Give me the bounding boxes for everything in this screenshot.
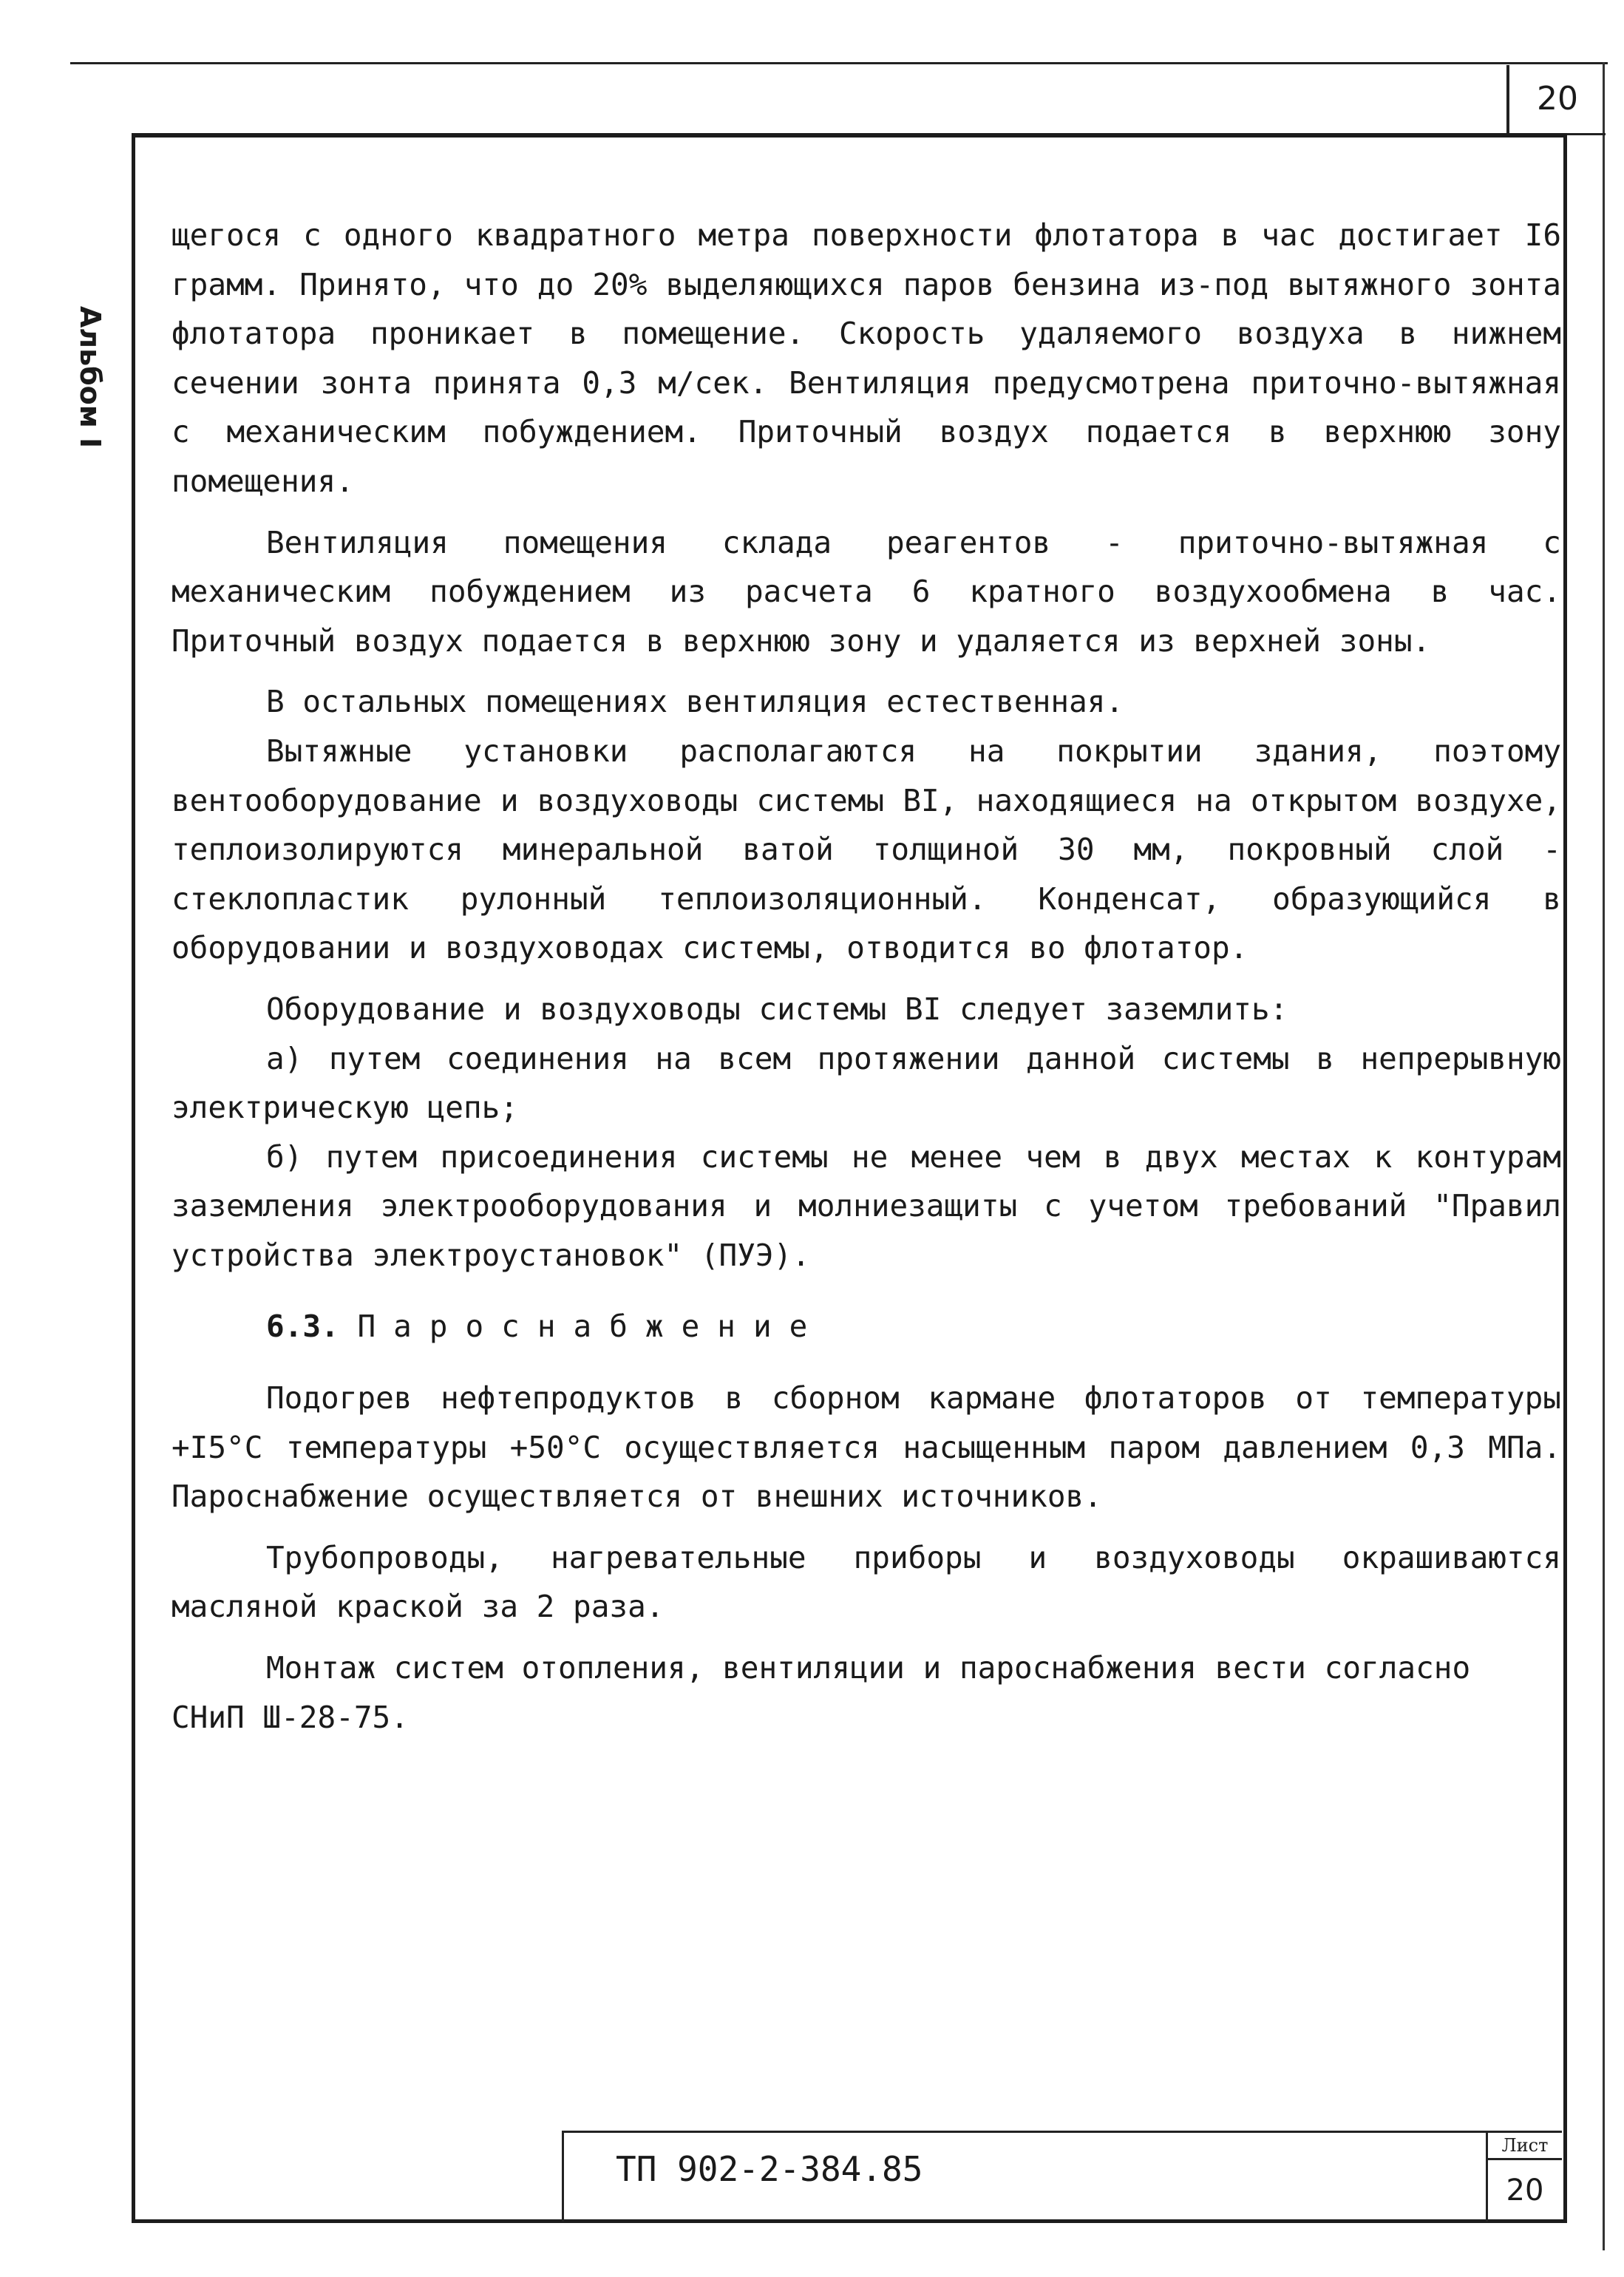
paragraph-8: Подогрев нефтепродуктов в сборном кармане флотаторов от температуры +I5°С температуры +50°С осуществляется насыщенным паром давлением 0,3 МПа. Пароснабжение осуществляется от внешних источников. <box>171 1380 1561 1515</box>
sheet-cell <box>1486 2133 1562 2222</box>
paragraph-3: В остальных помещениях вентиляция естественная. <box>266 684 1124 720</box>
top-rule <box>70 62 1608 64</box>
document-code: ТП 902-2-384.85 <box>616 2149 923 2189</box>
title-block-stamp <box>562 2131 1562 2222</box>
paragraph-10: Монтаж систем отопления, вентиляции и пароснабжения вести согласно СНиП Ш-28-75. <box>171 1650 1471 1735</box>
paragraph-2: Вентиляция помещения склада реагентов - приточно-вытяжная с механическим побуждением из расчета 6 кратного воздухообмена в час. Приточный воздух подается в верхнюю зону и удаляется из верхней зоны. <box>171 524 1561 659</box>
paragraph-1: щегося с одного квадратного метра поверхности флотатора в час достигает I6 грамм. Принято, что до 20% выделяющихся паров бензина из-под вытяжного зонта флотатора проникает в помещение. Скорость удаляемого воздуха в нижнем сечении зонта принята 0,3 м/сек. Вентиляция предусмотрена приточно-вытяжная с механическим побуждением. Приточный воздух подается в верхнюю зону помещения. <box>171 217 1561 499</box>
paragraph-9: Трубопроводы, нагревательные приборы и воздуховоды окрашиваются масляной краской за 2 раза. <box>171 1539 1561 1625</box>
right-margin-rule <box>1603 62 1605 2250</box>
document-body <box>171 211 1561 1742</box>
sheet-number: 20 <box>1506 2174 1544 2208</box>
section-number: 6.3. <box>266 1309 339 1345</box>
sheet-label: Лист <box>1488 2133 1562 2160</box>
page-number: 20 <box>1506 65 1606 135</box>
album-label-text: Альбом I <box>74 305 106 449</box>
album-label <box>68 270 112 484</box>
section-title: Пароснабжение <box>357 1309 826 1345</box>
paragraph-5: Оборудование и воздуховоды системы ВI следует заземлить: <box>266 991 1288 1027</box>
paragraph-4: Вытяжные установки располагаются на покрытии здания, поэтому вентооборудование и воздуховоды системы ВI, находящиеся на открытом воздухе, теплоизолируются минеральной ватой толщиной 30 мм, покровный слой - стеклопластик рулонный теплоизоляционный. Конденсат, образующийся в оборудовании и воздуховодах системы, отводится во флотатор. <box>171 733 1561 966</box>
paragraph-6: а) путем соединения на всем протяжении данной системы в непрерывную электрическую цепь; <box>171 1040 1561 1126</box>
paragraph-7: б) путем присоединения системы не менее чем в двух местах к контурам заземления электрооборудования и молниезащиты с учетом требований "Правил устройства электроустановок" (ПУЭ). <box>171 1138 1561 1273</box>
section-heading <box>171 1302 1561 1351</box>
